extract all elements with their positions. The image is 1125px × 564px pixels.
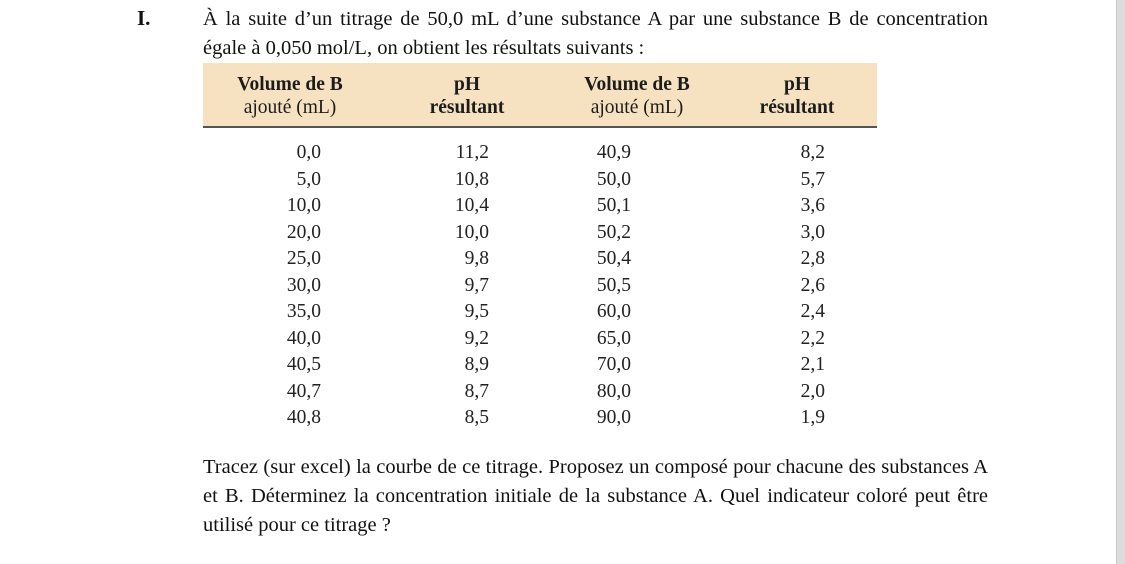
header-line2: ajouté (mL) bbox=[243, 97, 337, 118]
volume-b-cell: 40,8 bbox=[286, 407, 321, 428]
ph-cell: 8,2 bbox=[800, 142, 825, 163]
intro-paragraph: À la suite d’un titrage de 50,0 mL d’une substance A par une substance B de concentration égale à 0,050 mol/L, on obtient les résultats suivants : bbox=[203, 8, 988, 59]
ph-cell: 10,8 bbox=[454, 168, 489, 190]
ph-cell: 11,2 bbox=[455, 142, 489, 163]
volume-b-cell: 50,5 bbox=[596, 274, 631, 296]
ph-cell: 2,4 bbox=[800, 301, 825, 322]
header-line1: pH bbox=[783, 74, 810, 95]
header-line1: Volume de B bbox=[584, 74, 690, 95]
table-row bbox=[203, 326, 877, 353]
ph-cell: 5,7 bbox=[800, 168, 825, 190]
data-table bbox=[203, 63, 877, 432]
volume-b-cell: 40,5 bbox=[286, 354, 321, 375]
table-row bbox=[203, 220, 877, 247]
volume-b-cell: 50,1 bbox=[596, 195, 631, 216]
table-row bbox=[203, 273, 877, 300]
volume-b-cell: 90,0 bbox=[596, 407, 631, 428]
question-number: I. bbox=[137, 6, 151, 30]
table-row bbox=[203, 299, 877, 326]
ph-cell: 2,1 bbox=[800, 354, 825, 375]
volume-b-cell: 40,0 bbox=[286, 327, 321, 349]
ph-cell: 2,8 bbox=[800, 248, 825, 269]
header-ph-1 bbox=[377, 63, 557, 127]
titration-table bbox=[203, 63, 877, 432]
table-row bbox=[203, 405, 877, 432]
volume-b-cell: 10,0 bbox=[286, 195, 321, 216]
ph-cell: 8,9 bbox=[464, 354, 489, 375]
ph-cell: 9,7 bbox=[464, 274, 489, 296]
volume-b-cell: 70,0 bbox=[596, 354, 631, 375]
table-header-row bbox=[203, 63, 877, 127]
volume-b-cell: 60,0 bbox=[596, 301, 631, 322]
ph-cell: 1,9 bbox=[800, 407, 825, 428]
ph-cell: 2,2 bbox=[800, 327, 825, 349]
volume-b-cell: 40,7 bbox=[286, 380, 321, 402]
header-volume-b-2 bbox=[557, 63, 717, 127]
ph-cell: 8,5 bbox=[464, 407, 489, 428]
ph-cell: 8,7 bbox=[464, 380, 489, 402]
table-row bbox=[203, 352, 877, 379]
volume-b-cell: 50,2 bbox=[596, 221, 631, 243]
header-volume-b-1 bbox=[203, 63, 377, 127]
table-row bbox=[203, 246, 877, 273]
ph-cell: 10,4 bbox=[454, 195, 489, 216]
volume-b-cell: 30,0 bbox=[286, 274, 321, 296]
table-body bbox=[203, 127, 877, 432]
volume-b-cell: 80,0 bbox=[596, 380, 631, 402]
header-line2: ajouté (mL) bbox=[590, 97, 684, 118]
volume-b-cell: 50,4 bbox=[596, 248, 631, 269]
table-row bbox=[203, 379, 877, 406]
header-line2: résultant bbox=[759, 97, 835, 118]
volume-b-cell: 65,0 bbox=[596, 327, 631, 349]
volume-b-cell: 40,9 bbox=[596, 142, 631, 163]
volume-b-cell: 0,0 bbox=[296, 142, 321, 163]
ph-cell: 10,0 bbox=[454, 221, 489, 243]
table-row bbox=[203, 193, 877, 220]
header-line2: résultant bbox=[429, 97, 505, 118]
volume-b-cell: 5,0 bbox=[296, 168, 321, 190]
ph-cell: 3,0 bbox=[800, 221, 825, 243]
ph-cell: 3,6 bbox=[800, 195, 825, 216]
ph-cell: 9,5 bbox=[464, 301, 489, 322]
volume-b-cell: 20,0 bbox=[286, 221, 321, 243]
header-line1: pH bbox=[453, 74, 480, 95]
ph-cell: 2,6 bbox=[800, 274, 825, 296]
page-edge bbox=[1116, 0, 1125, 564]
ph-cell: 2,0 bbox=[800, 380, 825, 402]
ph-cell: 9,2 bbox=[464, 327, 489, 349]
header-ph-2 bbox=[717, 63, 877, 127]
table-row bbox=[203, 167, 877, 194]
volume-b-cell: 35,0 bbox=[286, 301, 321, 322]
volume-b-cell: 50,0 bbox=[596, 168, 631, 190]
header-line1: Volume de B bbox=[237, 74, 343, 95]
volume-b-cell: 25,0 bbox=[286, 248, 321, 269]
question-paragraph: Tracez (sur excel) la courbe de ce titrage. Proposez un composé pour chacune des substances A et B. Déterminez la concentration initiale de la substance A. Quel indicateur coloré peut être utilisé pour ce titrage ? bbox=[203, 456, 988, 536]
ph-cell: 9,8 bbox=[464, 248, 489, 269]
table-row bbox=[203, 127, 877, 167]
